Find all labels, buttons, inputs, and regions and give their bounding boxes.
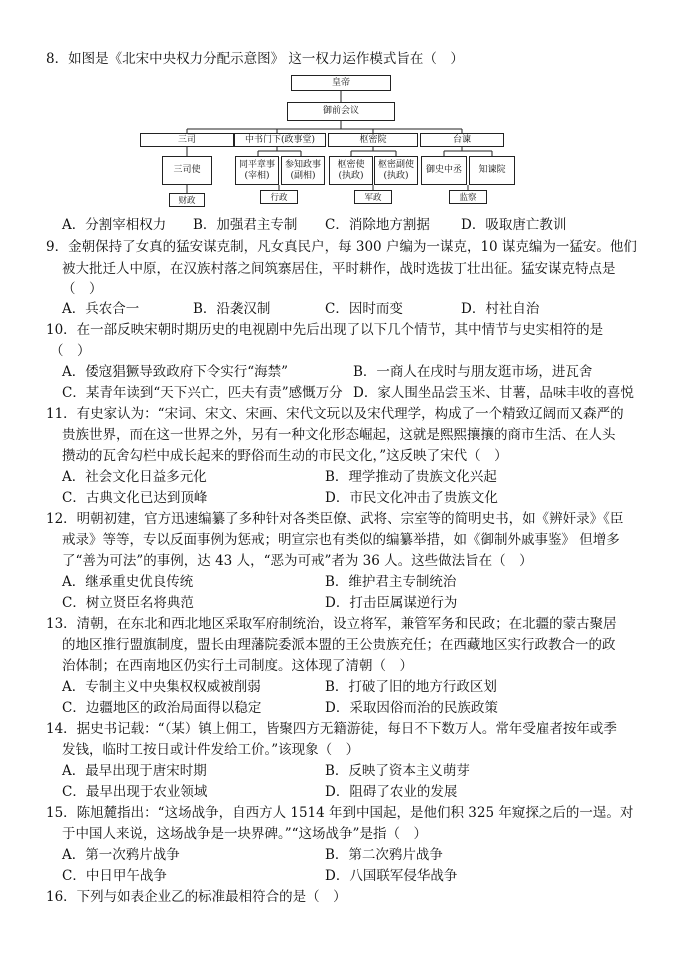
shumishi-line-2: (执政) <box>338 170 364 181</box>
q12-option-b: B．维护君主专制统治 <box>325 574 457 590</box>
diagram-sansishi-box: 三司使 <box>162 156 212 185</box>
q9-line-3: （ ） <box>62 281 103 297</box>
diagram-taijian-box: 台谏 <box>420 133 504 147</box>
diagram-emperor-box: 皇帝 <box>291 75 391 91</box>
q9-line-2: 被大批迁人中原，在汉族村落之间筑寨居住，平时耕作，战时选拔丁壮出征。猛安谋克特点是 <box>62 261 616 277</box>
q15-line-2: 于中国人来说，这场战争是一块界碑。”“这场战争”是指（ ） <box>62 826 427 842</box>
q11-option-c: C．古典文化已达到顶峰 <box>62 490 208 506</box>
q10-option-d: D．家人围坐品尝玉米、甘薯，品味丰收的喜悦 <box>353 385 634 401</box>
q8-stem: 8．如图是《北宋中央权力分配示意图》 这一权力运作模式旨在（ ） <box>46 51 464 67</box>
diagram-tongpingzhang-box <box>235 156 279 185</box>
q10-option-b: B．一商人在戌时与朋友逛市场，进瓦舍 <box>353 364 593 380</box>
q13-line-1: 13．清朝，在东北和西北地区采取军府制统治，设立将军，兼管军务和民政；在北疆的蒙古聚居 <box>46 616 617 632</box>
q9-option-c: C．因时而变 <box>325 301 403 317</box>
q15-option-a: A．第一次鸦片战争 <box>62 847 180 863</box>
q14-line-1: 14．据史书记载：“（某）镇上佣工，皆聚四方无籍游徒，每日不下数万人。常年受雇者按年或季 <box>46 721 617 737</box>
tag-junzheng: 军政 <box>354 190 392 204</box>
q14-option-b: B．反映了资本主义萌芽 <box>325 763 470 779</box>
q13-option-b: B．打破了旧的地方行政区划 <box>325 679 497 695</box>
q12-option-d: D．打击臣属谋逆行为 <box>325 595 458 611</box>
diagram-yushi-box: 御史中丞 <box>421 156 467 185</box>
tongpingzhang-line-2: (宰相) <box>244 170 270 181</box>
q13-line-3: 治体制；在西南地区仍实行土司制度。这体现了清朝（ ） <box>62 658 413 674</box>
q10-line-2: （ ） <box>50 343 91 359</box>
tag-caizheng: 财政 <box>169 193 205 207</box>
q14-option-a: A．最早出现于唐宋时期 <box>62 763 207 779</box>
q11-option-b: B．理学推动了贵族文化兴起 <box>325 469 497 485</box>
diagram-shumishi-box <box>329 156 373 185</box>
diagram-zhijian-box: 知谏院 <box>469 156 515 185</box>
q10-option-c: C．某青年读到“天下兴亡，匹夫有责”感慨万分 <box>62 385 343 401</box>
q12-line-1: 12．明朝初建，官方迅速编纂了多种针对各类臣僚、武将、宗室等的简明史书，如《辨奸录》《臣 <box>46 511 624 527</box>
q11-option-a: A．社会文化日益多元化 <box>62 469 207 485</box>
q15-option-c: C．中日甲午战争 <box>62 868 167 884</box>
diagram-council-box: 御前会议 <box>287 102 395 121</box>
q13-option-d: D．采取因俗而治的民族政策 <box>325 700 498 716</box>
q9-line-1: 9．金朝保持了女真的猛安谋克制，凡女真民户，每 300 户编为一谋克，10 谋克编为一猛安。他们 <box>46 239 637 255</box>
tongpingzhang-line-1: 同平章事 <box>238 159 275 170</box>
q9-option-a: A．兵农合一 <box>62 301 140 317</box>
q10-option-a: A．倭寇猖獗导致政府下令实行“海禁” <box>62 364 289 380</box>
q8-option-b: B．加强君主专制 <box>193 217 298 233</box>
shumishi-line-1: 枢密使 <box>337 159 365 170</box>
q13-line-2: 的地区推行盟旗制度，盟长由理藩院委派本盟的王公贵族充任；在西藏地区实行政教合一的政 <box>62 637 616 653</box>
q8-option-a: A．分割宰相权力 <box>62 217 167 233</box>
tag-jiancha: 监察 <box>449 190 487 204</box>
q11-option-d: D．市民文化冲击了贵族文化 <box>325 490 498 506</box>
q12-line-3: 了“善为可法”的事例，达 43 人，“恶为可戒”者为 36 人。这些做法旨在（ ） <box>62 553 533 569</box>
diagram-sansi-box: 三司 <box>140 133 234 147</box>
q8-option-c: C．消除地方割据 <box>325 217 430 233</box>
canzhi-line-2: (副相) <box>290 170 316 181</box>
q11-line-2: 贵族世界，而在这一世界之外，另有一种文化形态崛起，这就是熙熙攘攘的商市生活、在人头 <box>62 427 616 443</box>
shumifushi-line-2: (执政) <box>383 170 409 181</box>
q15-line-1: 15．陈旭麓指出：“这场战争，自西方人 1514 年到中国起，是他们积 325 年窥探之后的一逞。对 <box>46 805 634 821</box>
q16-stem: 16．下列与如表企业乙的标准最相符合的是（ ） <box>46 889 347 905</box>
q13-option-c: C．边疆地区的政治局面得以稳定 <box>62 700 262 716</box>
q13-option-a: A．专制主义中央集权权威被削弱 <box>62 679 261 695</box>
diagram-zhongshu-box: 中书门下(政事堂) <box>234 133 326 147</box>
q8-option-d: D．吸取唐亡教训 <box>461 217 567 233</box>
canzhi-line-1: 参知政事 <box>284 159 321 170</box>
q15-option-b: B．第二次鸦片战争 <box>325 847 443 863</box>
diagram-shumifushi-box <box>374 156 418 185</box>
diagram-shumiyuan-box: 枢密院 <box>328 133 418 147</box>
shumifushi-line-1: 枢密副使 <box>377 159 414 170</box>
q12-line-2: 戒录》等等，专以反面事例为惩戒；明宣宗也有类似的编纂举措，如《御制外戚事鉴》 但增多 <box>62 532 620 548</box>
q11-line-1: 11．有史家认为：“宋词、宋文、宋画、宋代文玩以及宋代理学，构成了一个精致辽阔而又森严的 <box>46 406 624 422</box>
diagram-canzhi-box <box>281 156 325 185</box>
q9-option-b: B．沿袭汉制 <box>193 301 271 317</box>
q15-option-d: D．八国联军侵华战争 <box>325 868 458 884</box>
q10-line-1: 10．在一部反映宋朝时期历史的电视剧中先后出现了以下几个情节，其中情节与史实相符的是 <box>46 322 604 338</box>
q12-option-a: A．继承重史优良传统 <box>62 574 194 590</box>
q14-option-d: D．阻碍了农业的发展 <box>325 784 458 800</box>
q9-option-d: D．村社自治 <box>461 301 540 317</box>
tag-xingzheng: 行政 <box>260 190 298 204</box>
q14-line-2: 发钱，临时工按日或计件发给工价。”该现象（ ） <box>62 742 360 758</box>
q14-option-c: C．最早出现于农业领域 <box>62 784 208 800</box>
q12-option-c: C．树立贤臣名将典范 <box>62 595 194 611</box>
q11-line-3: 攒动的瓦舍勾栏中成长起来的野俗而生动的市民文化，”这反映了宋代（ ） <box>62 448 508 464</box>
